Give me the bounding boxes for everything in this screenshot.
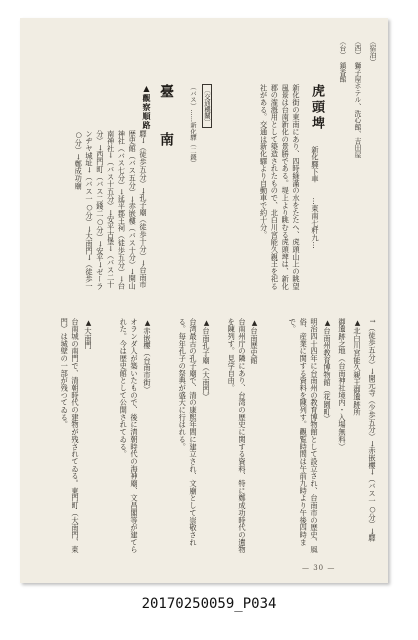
transport-label: 〔交通機關〕 [202,84,212,128]
page-number: — 30 — [302,564,336,572]
item5-body: オランダ人が築いたもので、後に清朝時代の海神廟、文昌閣等が建てられた。今は歴史館として公開されてゐる。 [119,318,139,554]
item4-body: 台湾最古の孔子廟で、清の康煕年間に建立され、文廟として崇敬される。毎年孔子の祭典が盛大に行はれる。 [178,318,198,546]
lodging-note-line3: （台） 鎮香館 [338,38,346,83]
item2-title: ▲台南州教育博物館（花園町） [323,318,332,423]
item4-title: ▲台南孔子廟（大南門） [202,318,211,401]
route-text: 驛→（徒歩五分）→孔子廟（徒歩十分）→台南市歴史館（バス五分）→赤嵌樓（バス十分）→開山神社（バス七分）→延平郡王祠（徒歩五分）→台南神社→（バス十五分）→安平古堡→（バス二十分）→西門町（バス二錢二○分）→安平→ゼーランヂヤ城址→（バス一○分）→大南門→（徒歩一○分）→鄭成功廟 [74,130,148,290]
section-body-hutoupi: 新化街の東南にあり、四時綠滿の水をたたへ、虎頭山上の眺望風景は台南新化の景勝である。堤上より眺むる虎頭埤は、新化郡の潅漑用として築造されたもので、北白川宮能久親王を祀る社がある。交通は新化驛より自動車で約十分。 [259,84,301,290]
item1-subtitle: 御遺跡之地（台南神社境内・入場無料） [338,318,347,451]
transport-text: （バス）……新化驛（二錢） [189,84,196,167]
section-access-hutoupi: 新化驛下車 …東南七粁九… [311,146,320,249]
item3-title: ▲台南歴史館 [250,318,259,364]
item1-title: ▲北白川宮能久親王御遺跡所 [353,318,362,416]
section-title-tainan: 臺 南 [158,84,174,156]
section-title-hutoupi: 虎頭埤 [309,84,324,132]
lodging-note-line2: （西） 獅子屋ホテル、洗心館、吉田屋 [353,38,361,158]
route-continued: ↑（徒歩五分）→開元寺（少歩五分）→赤嵌樓→（バス一○分）→驛 [368,318,377,542]
route-label: ▲觀察順路 [142,84,151,130]
item5-title: ▲赤嵌樓（台南市街） [143,318,152,394]
item6-title: ▲大南門 [84,318,93,350]
item6-body: 台南城の南門で、清朝時代の建物が残されてゐる。東門町（大南門、東門）は城壁の一部が残つてゐる。 [60,318,80,554]
item3-body: 台南州庁の隣にあり、台湾の歴史に関する資料、特に鄭成功時代の遺物を陳列す。見学自由。 [227,318,247,554]
lodging-note-line1: （宿泊） [368,38,376,66]
book-page [20,18,388,583]
image-caption: 20170250059_P034 [141,596,277,612]
item2-body: 明治四十四年に台南州の教育博物館として設立され、台南市の歴史、風俗、産業に関する資料を陳列す。觀覧時間は午前九時より午後四時まで。 [288,318,319,554]
